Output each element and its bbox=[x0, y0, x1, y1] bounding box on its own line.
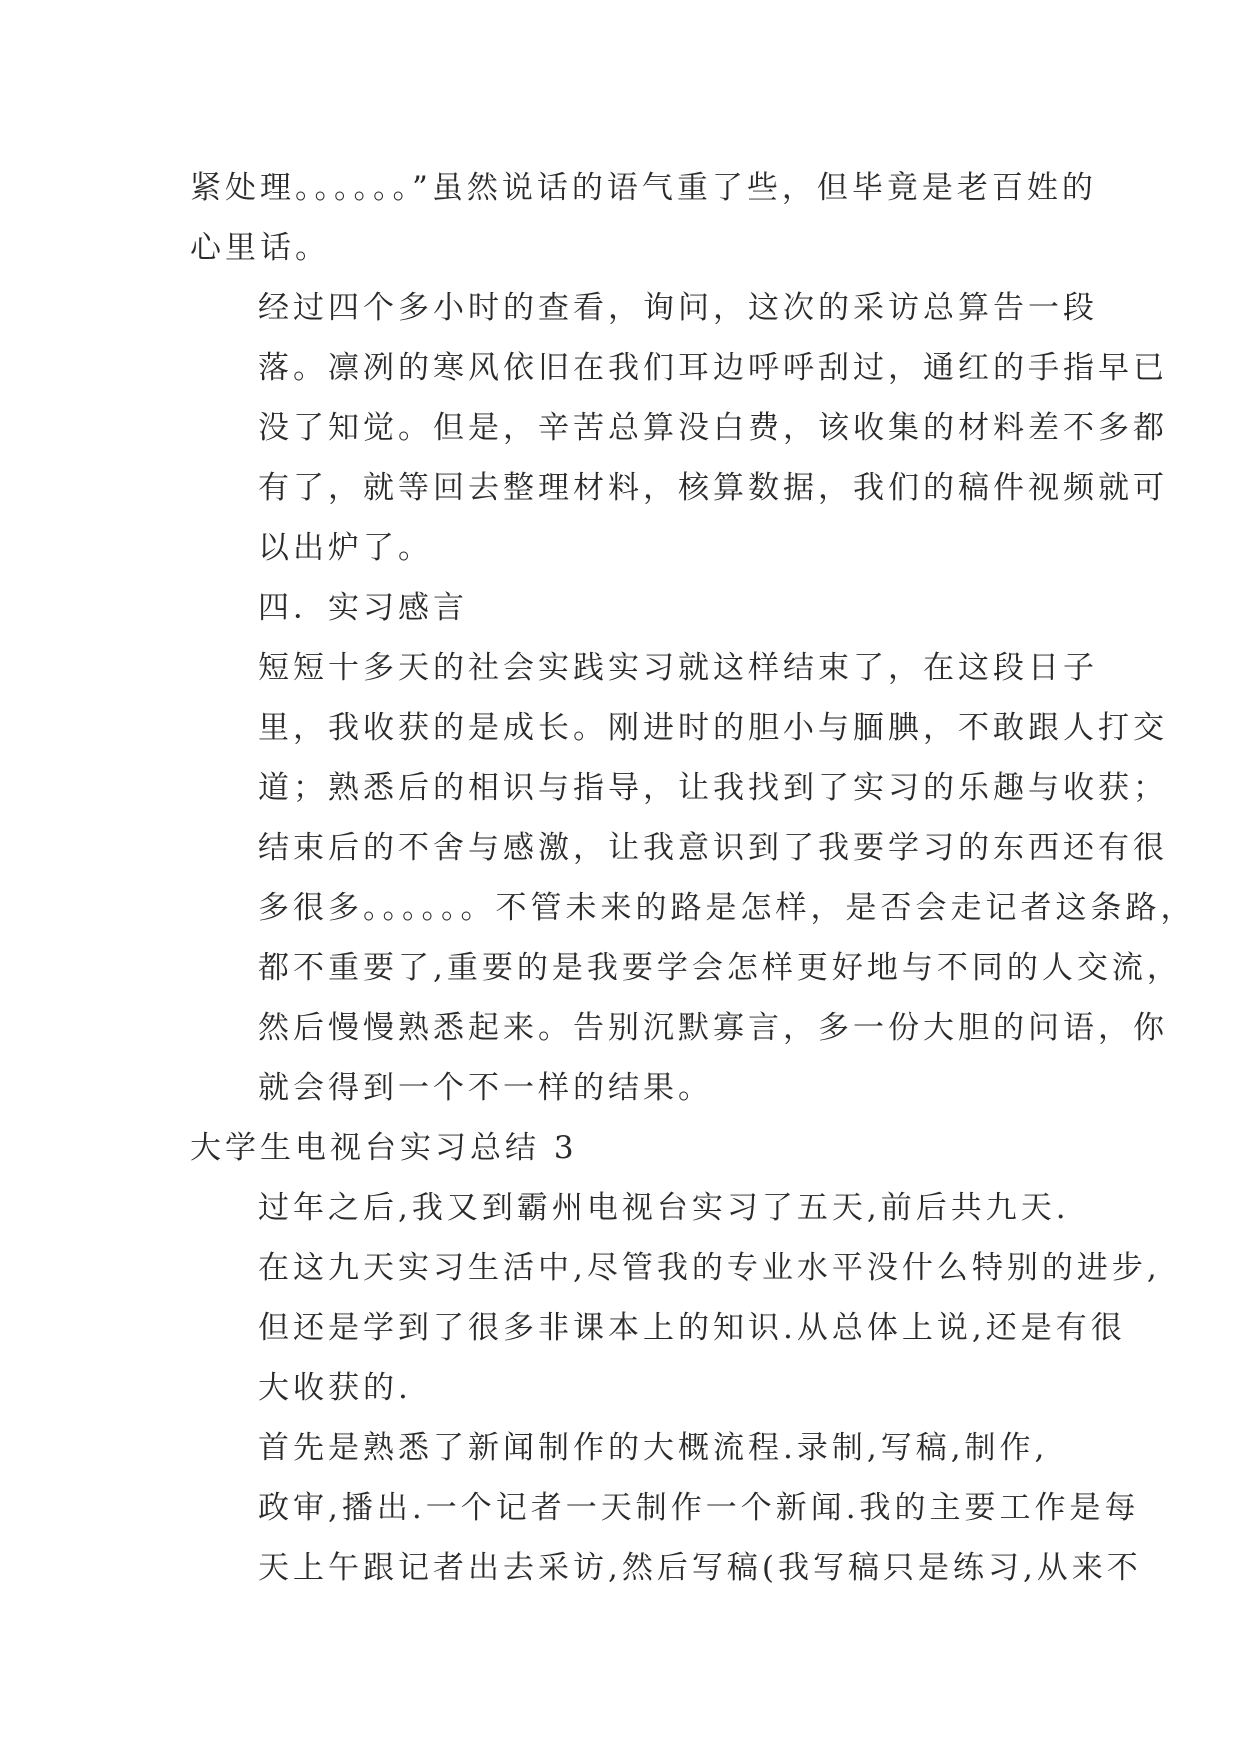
section-heading-internship-reflections bbox=[190, 578, 1070, 638]
text-line: 大收获的. bbox=[258, 1370, 412, 1406]
text-line: 经过四个多小时的查看，询问，这次的采访总算告一段 bbox=[258, 290, 1098, 326]
text-line: 但还是学到了很多非课本上的知识.从总体上说,还是有很 bbox=[258, 1310, 1126, 1346]
text-line: 然后慢慢熟悉起来。告别沉默寡言，多一份大胆的问语，你 bbox=[258, 1010, 1168, 1046]
document-body bbox=[190, 158, 1196, 1598]
text-line: 短短十多天的社会实践实习就这样结束了，在这段日子 bbox=[258, 650, 1098, 686]
paragraph-interview-end bbox=[190, 278, 1168, 578]
text-line: 落。凛冽的寒风依旧在我们耳边呼呼刮过，通红的手指早已 bbox=[258, 350, 1168, 386]
text-line: 首先是熟悉了新闻制作的大概流程.录制,写稿,制作, bbox=[258, 1430, 1049, 1466]
text-line: 道；熟悉后的相识与指导，让我找到了实习的乐趣与收获； bbox=[258, 770, 1168, 806]
text-line: 紧处理。。。。。。”虽然说话的语气重了些，但毕竟是老百姓的 bbox=[190, 170, 1097, 206]
paragraph-overview bbox=[190, 1178, 1161, 1418]
text-line: 就会得到一个不一样的结果。 bbox=[258, 1070, 713, 1106]
text-line: 天上午跟记者出去采访,然后写稿(我写稿只是练习,从来不 bbox=[258, 1550, 1142, 1586]
text-line: 没了知觉。但是，辛苦总算没白费，该收集的材料差不多都 bbox=[258, 410, 1168, 446]
text-line: 以出炉了。 bbox=[258, 530, 433, 566]
text-line: 有了，就等回去整理材料，核算数据，我们的稿件视频就可 bbox=[258, 470, 1168, 506]
article-title bbox=[190, 1118, 1070, 1178]
section-heading-text: 四．实习感言 bbox=[258, 590, 468, 626]
text-line: 过年之后,我又到霸州电视台实习了五天,前后共九天. bbox=[258, 1190, 1070, 1226]
paragraph-reflections bbox=[190, 638, 1196, 1118]
paragraph-continuation bbox=[190, 158, 1097, 278]
article-title-text: 大学生电视台实习总结 3 bbox=[190, 1130, 578, 1166]
text-line: 在这九天实习生活中,尽管我的专业水平没什么特别的进步, bbox=[258, 1250, 1161, 1286]
text-line: 结束后的不舍与感激，让我意识到了我要学习的东西还有很 bbox=[258, 830, 1168, 866]
text-line: 政审,播出.一个记者一天制作一个新闻.我的主要工作是每 bbox=[258, 1490, 1140, 1526]
paragraph-news-workflow bbox=[190, 1418, 1142, 1598]
text-line: 里，我收获的是成长。刚进时的胆小与腼腆，不敢跟人打交 bbox=[258, 710, 1168, 746]
text-line: 多很多。。。。。。不管未来的路是怎样，是否会走记者这条路， bbox=[258, 890, 1196, 926]
text-line: 都不重要了,重要的是我要学会怎样更好地与不同的人交流， bbox=[258, 950, 1182, 986]
text-line: 心里话。 bbox=[190, 230, 330, 266]
